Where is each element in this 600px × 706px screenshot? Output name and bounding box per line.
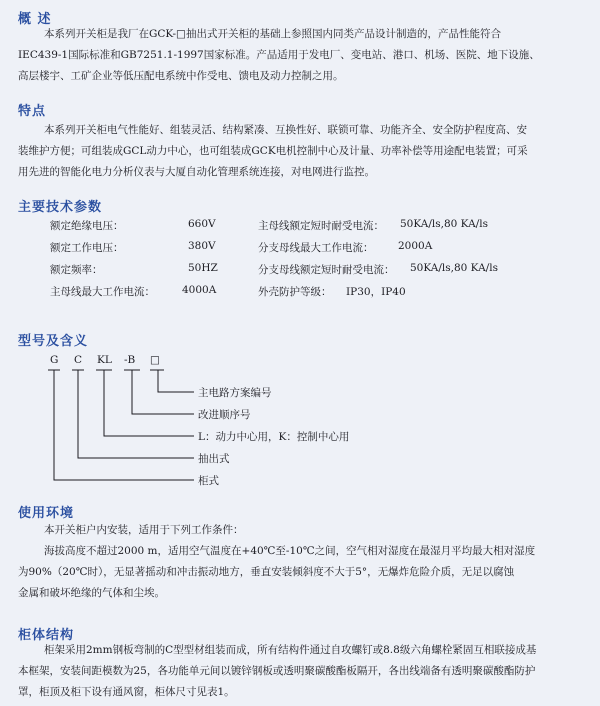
spec-value: 2000A (398, 240, 433, 252)
spec-label: 额定绝缘电压： (50, 220, 124, 232)
structure-line: 罩，柜顶及柜下设有通风窗，柜体尺寸见表1。 (18, 686, 235, 698)
environment-line: 本开关柜户内安装，适用于下列工作条件： (44, 524, 244, 536)
overview-line: IEC439-1国际标准和GB7251.1-1997国家标准。产品适用于发电厂、变电站、港口、机场、医院、地下设施、 (18, 49, 540, 61)
specs-heading: 主要技术参数 (18, 200, 103, 215)
spec-value: 380V (188, 240, 216, 252)
code-box: □ (150, 354, 160, 366)
spec-label: 主母线最大工作电流： (50, 286, 155, 298)
code-kl: KL (97, 354, 112, 366)
code-label: 抽出式 (198, 453, 230, 465)
overview-paragraph (18, 24, 590, 87)
environment-line: 金属和破坏绝缘的气体和尘埃。 (18, 587, 165, 599)
spec-value: 4000A (182, 284, 217, 296)
overview-line: 高层楼宇、工矿企业等低压配电系统中作受电、馈电及动力控制之用。 (18, 70, 344, 82)
code-label: 主电路方案编号 (198, 387, 272, 399)
code-label: 柜式 (198, 475, 219, 487)
spec-label: 额定频率： (50, 264, 103, 276)
features-line: 本系列开关柜电气性能好、组装灵活、结构紧凑、互换性好、联锁可靠、功能齐全、安全防护程度高、安 (44, 124, 527, 136)
structure-line: 本框架，安装间距模数为25，各功能单元间以镀锌钢板或透明聚碳酸酯板隔开，各出线端备有透明聚碳酸酯防护 (18, 665, 536, 677)
spec-label: 分支母线额定短时耐受电流： (258, 264, 395, 276)
code-label: L：动力中心用，K：控制中心用 (198, 431, 350, 443)
environment-line: 为90%（20℃时），无显著摇动和冲击振动地方，垂直安装倾斜度不大于5°，无爆炸危险介质，无足以腐蚀 (18, 566, 515, 578)
spec-label: 外壳防护等级： (258, 286, 332, 298)
spec-label: 主母线额定短时耐受电流： (258, 220, 384, 232)
structure-paragraph (18, 640, 590, 703)
overview-heading: 概 述 (18, 12, 52, 27)
leader-line (104, 370, 194, 436)
spec-value: 50KA/ls,80 KA/ls (410, 262, 498, 274)
code-label: 改进顺序号 (198, 409, 251, 421)
spec-label: 分支母线最大工作电流： (258, 242, 374, 254)
features-paragraph (18, 120, 590, 183)
code-c: C (74, 354, 83, 366)
environment-heading: 使用环境 (18, 506, 75, 521)
features-line: 装维护方便；可组装成GCL动力中心，也可组装成GCK电机控制中心及计量、功率补偿等用途配电装置；可采 (18, 145, 528, 157)
code-g: G (50, 354, 59, 366)
leader-line (54, 370, 194, 480)
overview-line: 本系列开关柜是我厂在GCK-□抽出式开关柜的基础上参照国内同类产品设计制造的，产品性能符合 (44, 28, 501, 40)
spec-value: 50KA/ls,80 KA/ls (400, 218, 488, 230)
features-heading: 特点 (18, 104, 47, 119)
leader-line (158, 370, 194, 392)
spec-value: IP30，IP40 (346, 286, 406, 298)
model-code-diagram (40, 354, 360, 489)
features-line: 用先进的智能化电力分析仪表与大厦自动化管理系统连接，对电网进行监控。 (18, 166, 375, 178)
structure-line: 柜架采用2mm钢板弯制的C型型材组装而成，所有结构件通过自攻螺钉或8.8级六角螺栓紧固互相联接成基 (44, 644, 537, 656)
spec-value: 660V (188, 218, 216, 230)
model-heading: 型号及含义 (18, 334, 89, 349)
spec-value: 50HZ (188, 262, 218, 274)
spec-label: 额定工作电压： (50, 242, 124, 254)
code-b: -B (124, 354, 136, 366)
structure-heading: 柜体结构 (18, 628, 75, 643)
environment-paragraph (18, 520, 590, 604)
environment-line: 海拔高度不超过2000 m，适用空气温度在+40℃至-10℃之间，空气相对湿度在最湿月平均最大相对湿度 (44, 545, 536, 557)
